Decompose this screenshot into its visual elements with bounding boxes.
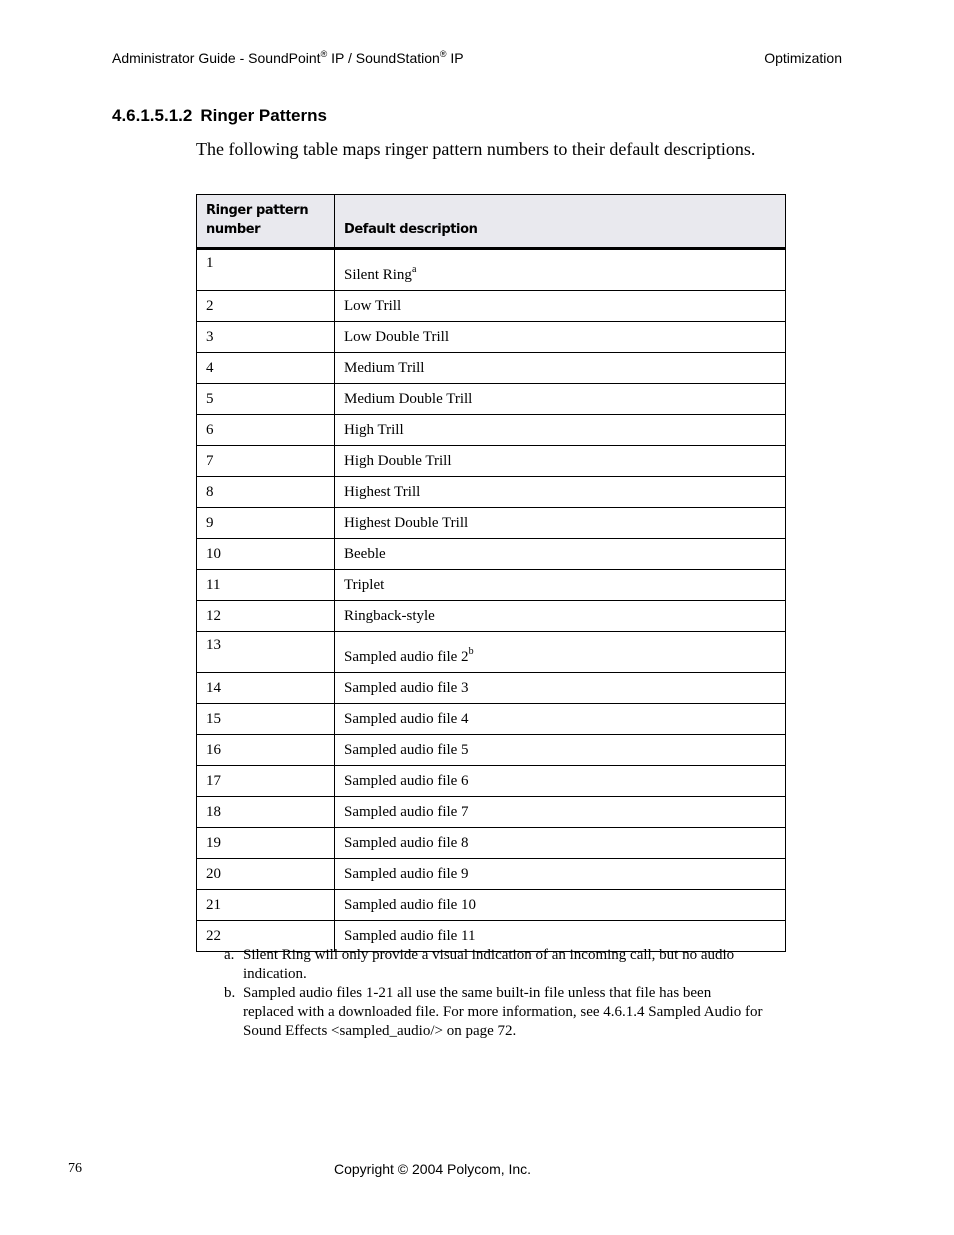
table-footnotes <box>224 946 764 1041</box>
pattern-number-cell: 11 <box>197 570 335 601</box>
page-number: 76 <box>68 1161 82 1176</box>
section-heading <box>112 106 327 126</box>
description-text: Low Double Trill <box>344 328 450 345</box>
header-pattern-number <box>197 195 335 249</box>
description-text: Sampled audio file 8 <box>344 834 469 851</box>
footnote-marker: a <box>411 264 417 275</box>
intro-paragraph: The following table maps ringer pattern numbers to their default descriptions. <box>196 139 756 159</box>
description-cell <box>335 890 786 921</box>
table-row <box>197 322 786 353</box>
footnote-marker: b <box>468 646 474 657</box>
header-number-line-1: Ringer pattern <box>206 203 309 218</box>
pattern-number-cell: 15 <box>197 704 335 735</box>
guide-title-part-1: Administrator Guide - SoundPoint <box>112 50 321 66</box>
description-text: Highest Trill <box>344 483 421 500</box>
table-row <box>197 632 786 673</box>
description-text: Sampled audio file 7 <box>344 803 469 820</box>
pattern-number-cell: 14 <box>197 673 335 704</box>
description-cell <box>335 539 786 570</box>
pattern-number-cell: 21 <box>197 890 335 921</box>
table-row <box>197 539 786 570</box>
table-row <box>197 384 786 415</box>
description-text: Triplet <box>344 576 385 593</box>
description-cell <box>335 353 786 384</box>
table-row <box>197 415 786 446</box>
pattern-number-cell: 9 <box>197 508 335 539</box>
table-row <box>197 353 786 384</box>
table-row <box>197 766 786 797</box>
description-cell <box>335 673 786 704</box>
description-text: Sampled audio file 10 <box>344 896 477 913</box>
footnote-letter: b. <box>224 985 236 1001</box>
description-text: Silent Ring <box>344 267 412 283</box>
section-title: Ringer Patterns <box>200 106 327 125</box>
description-text: Sampled audio file 6 <box>344 772 469 789</box>
description-text: Sampled audio file 2 <box>344 649 469 665</box>
header-default-description: Default description <box>335 195 786 249</box>
guide-title-part-3: IP <box>446 50 464 66</box>
table-row <box>197 890 786 921</box>
table-row <box>197 477 786 508</box>
pattern-number-cell: 19 <box>197 828 335 859</box>
pattern-number-cell: 5 <box>197 384 335 415</box>
description-cell <box>335 797 786 828</box>
description-cell <box>335 446 786 477</box>
table-header-row <box>197 195 786 249</box>
description-text: Medium Double Trill <box>344 390 473 407</box>
description-cell <box>335 384 786 415</box>
description-cell <box>335 415 786 446</box>
pattern-number-cell: 8 <box>197 477 335 508</box>
pattern-number-cell: 2 <box>197 291 335 322</box>
pattern-number-cell: 1 <box>197 249 335 291</box>
pattern-number-cell: 18 <box>197 797 335 828</box>
description-cell <box>335 570 786 601</box>
registered-mark-1: ® <box>320 49 328 59</box>
footnote-b <box>224 984 764 1041</box>
description-cell <box>335 704 786 735</box>
table-row <box>197 570 786 601</box>
table-body <box>197 249 786 952</box>
table-row <box>197 859 786 890</box>
description-text: Beeble <box>344 545 386 562</box>
chapter-name: Optimization <box>764 50 842 66</box>
pattern-number-cell: 7 <box>197 446 335 477</box>
table-row <box>197 797 786 828</box>
running-header <box>112 50 842 70</box>
footnote-letter: a. <box>224 947 235 963</box>
description-text: Sampled audio file 9 <box>344 865 469 882</box>
table-row <box>197 508 786 539</box>
description-cell <box>335 322 786 353</box>
pattern-number-cell: 17 <box>197 766 335 797</box>
table-row <box>197 446 786 477</box>
pattern-number-cell: 3 <box>197 322 335 353</box>
table-row <box>197 601 786 632</box>
pattern-number-cell: 13 <box>197 632 335 673</box>
description-text: High Trill <box>344 421 404 438</box>
copyright: Copyright © 2004 Polycom, Inc. <box>334 1161 532 1177</box>
description-text: Sampled audio file 5 <box>344 741 469 758</box>
description-text: Medium Trill <box>344 359 425 376</box>
table-row <box>197 704 786 735</box>
description-text: Low Trill <box>344 297 402 314</box>
description-cell <box>335 249 786 291</box>
pattern-number-cell: 20 <box>197 859 335 890</box>
description-text: Sampled audio file 3 <box>344 679 469 696</box>
footnote-text: Sampled audio files 1-21 all use the same built-in file unless that file has been replaced with a downloaded file. For more information, see 4.6.1.4 Sampled Audio for Sound Effects <sampled_audio/> on page 72. <box>243 985 763 1039</box>
description-cell <box>335 632 786 673</box>
pattern-number-cell: 16 <box>197 735 335 766</box>
table-row <box>197 249 786 291</box>
description-cell <box>335 601 786 632</box>
section-number: 4.6.1.5.1.2 <box>112 106 193 125</box>
table-row <box>197 828 786 859</box>
guide-title <box>112 50 464 66</box>
description-text: Highest Double Trill <box>344 514 469 531</box>
table-row <box>197 673 786 704</box>
description-text: Sampled audio file 11 <box>344 927 476 944</box>
footnote-a <box>224 946 764 984</box>
description-cell <box>335 828 786 859</box>
description-text: Sampled audio file 4 <box>344 710 469 727</box>
pattern-number-cell: 12 <box>197 601 335 632</box>
description-cell <box>335 477 786 508</box>
footnote-text: Silent Ring will only provide a visual indication of an incoming call, but no audio indication. <box>243 947 735 982</box>
description-cell <box>335 859 786 890</box>
description-text: High Double Trill <box>344 452 452 469</box>
pattern-number-cell: 4 <box>197 353 335 384</box>
table-row <box>197 291 786 322</box>
pattern-number-cell: 22 <box>197 921 335 952</box>
description-text: Ringback-style <box>344 607 435 624</box>
pattern-number-cell: 10 <box>197 539 335 570</box>
header-number-line-2: number <box>206 222 261 237</box>
pattern-number-cell: 6 <box>197 415 335 446</box>
registered-mark-2: ® <box>439 49 447 59</box>
ringer-pattern-table <box>196 194 786 952</box>
description-cell <box>335 291 786 322</box>
description-cell <box>335 766 786 797</box>
guide-title-part-2: IP / SoundStation <box>327 50 440 66</box>
description-cell <box>335 735 786 766</box>
table-row <box>197 735 786 766</box>
description-cell <box>335 508 786 539</box>
